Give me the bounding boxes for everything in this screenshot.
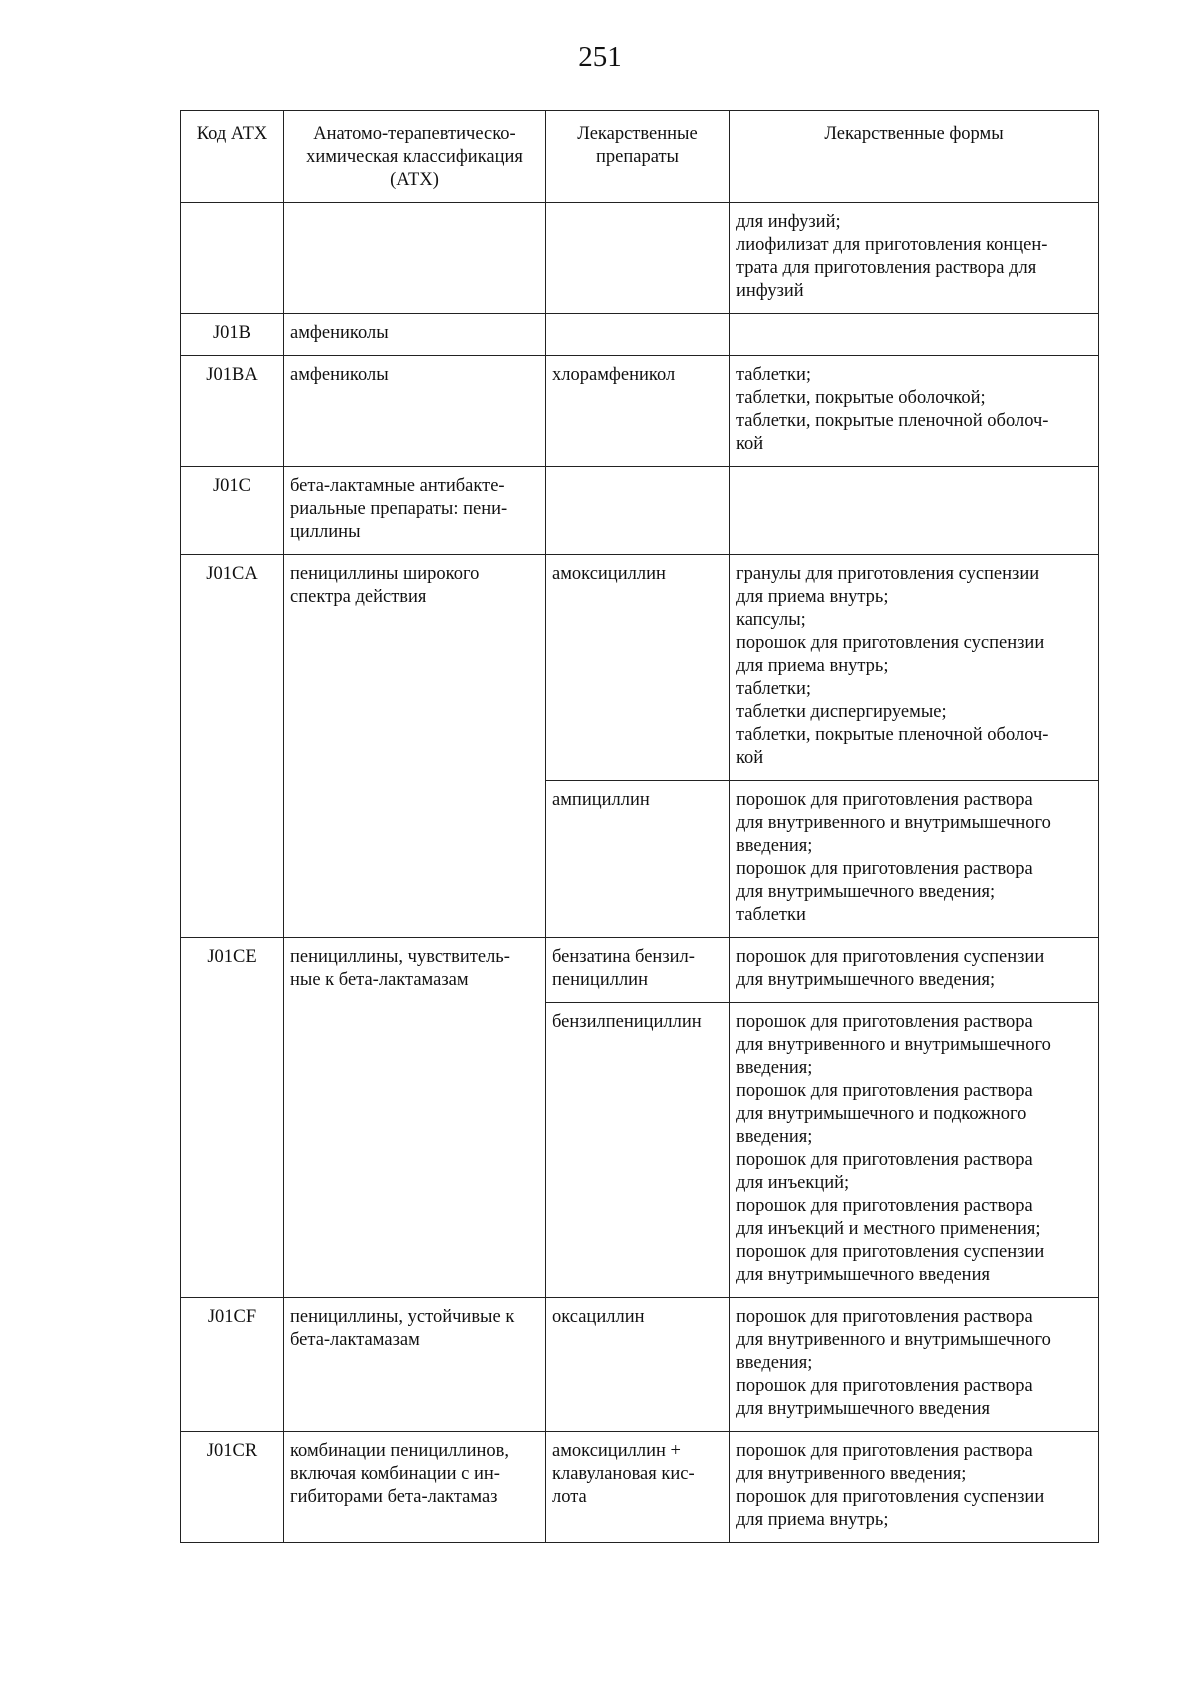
dosage-form-line: лиофилизат для приготовления концен- [736, 235, 1048, 255]
table-row [181, 555, 1099, 781]
classification-line: пенициллины, устойчивые к [290, 1307, 515, 1327]
dosage-form-line: гранулы для приготовления суспензии [736, 564, 1040, 584]
header-code: Код АТХ [181, 111, 284, 203]
drug-cell [546, 467, 730, 555]
atx-code-cell: J01CR [181, 1432, 284, 1543]
dosage-form-line: порошок для приготовления раствора [736, 859, 1033, 879]
drug-line: клавулановая кис- [552, 1464, 695, 1484]
atx-code-cell [181, 203, 284, 314]
dosage-form-line: таблетки, покрытые пленочной оболоч- [736, 411, 1049, 431]
dosage-form-line: порошок для приготовления раствора [736, 1150, 1033, 1170]
drug-cell [546, 781, 730, 938]
dosage-form-line: порошок для приготовления раствора [736, 790, 1033, 810]
dosage-form-line: порошок для приготовления раствора [736, 1376, 1033, 1396]
dosage-form-line: для приема внутрь; [736, 1510, 889, 1530]
dosage-form-cell [730, 467, 1099, 555]
classification-line: спектра действия [290, 587, 427, 607]
table-row [181, 356, 1099, 467]
classification-cell [284, 1432, 546, 1543]
dosage-form-line: для внутривенного введения; [736, 1464, 967, 1484]
drug-cell [546, 1298, 730, 1432]
dosage-form-line: для инфузий; [736, 212, 841, 232]
dosage-form-line: для приема внутрь; [736, 656, 889, 676]
dosage-form-line: порошок для приготовления суспензии [736, 947, 1045, 967]
dosage-form-line: порошок для приготовления суспензии [736, 633, 1045, 653]
classification-cell [284, 555, 546, 938]
dosage-form-cell [730, 938, 1099, 1003]
atx-code-cell: J01CE [181, 938, 284, 1298]
dosage-form-line: порошок для приготовления раствора [736, 1441, 1033, 1461]
dosage-form-cell [730, 781, 1099, 938]
table-row [181, 1298, 1099, 1432]
dosage-form-line: для инъекций; [736, 1173, 850, 1193]
dosage-form-line: порошок для приготовления раствора [736, 1307, 1033, 1327]
dosage-form-line: для внутримышечного и подкожного [736, 1104, 1027, 1124]
drug-line: оксациллин [552, 1307, 645, 1327]
classification-line: гибиторами бета-лактамаз [290, 1487, 498, 1507]
classification-line: пенициллины, чувствитель- [290, 947, 510, 967]
header-classification-line: Анатомо-терапевтическо- [313, 124, 516, 144]
drug-line: бензилпенициллин [552, 1012, 702, 1032]
drug-cell [546, 1432, 730, 1543]
dosage-form-line: для внутривенного и внутримышечного [736, 813, 1051, 833]
drug-line: амоксициллин + [552, 1441, 681, 1461]
drug-cell [546, 356, 730, 467]
dosage-form-cell [730, 555, 1099, 781]
dosage-form-line: для внутримышечного введения; [736, 970, 996, 990]
table-row [181, 203, 1099, 314]
dosage-form-line: для внутривенного и внутримышечного [736, 1035, 1051, 1055]
atx-code-cell: J01BA [181, 356, 284, 467]
table-row [181, 467, 1099, 555]
dosage-form-line: порошок для приготовления раствора [736, 1196, 1033, 1216]
dosage-form-line: введения; [736, 1353, 813, 1373]
dosage-form-line: инфузий [736, 281, 804, 301]
dosage-form-line: порошок для приготовления суспензии [736, 1487, 1045, 1507]
dosage-form-line: таблетки [736, 905, 806, 925]
dosage-form-line: таблетки; [736, 365, 812, 385]
drug-cell [546, 203, 730, 314]
classification-line: пенициллины широкого [290, 564, 480, 584]
drug-line: хлорамфеникол [552, 365, 676, 385]
classification-line: циллины [290, 522, 361, 542]
table-row [181, 938, 1099, 1003]
dosage-form-line: трата для приготовления раствора для [736, 258, 1037, 278]
dosage-form-line: для внутримышечного введения [736, 1399, 990, 1419]
page-number: 251 [578, 41, 622, 73]
header-drugs [546, 111, 730, 203]
atx-classification-table [180, 110, 1099, 1543]
header-drugs-line: Лекарственные [577, 124, 698, 144]
dosage-form-line: для приема внутрь; [736, 587, 889, 607]
classification-line: амфениколы [290, 365, 389, 385]
atx-code-cell: J01B [181, 314, 284, 356]
dosage-form-line: введения; [736, 836, 813, 856]
table-body [181, 203, 1099, 1543]
dosage-form-line: порошок для приготовления раствора [736, 1081, 1033, 1101]
drug-cell [546, 1003, 730, 1298]
dosage-form-line: таблетки; [736, 679, 812, 699]
classification-cell [284, 467, 546, 555]
dosage-form-line: порошок для приготовления раствора [736, 1012, 1033, 1032]
dosage-form-cell [730, 1003, 1099, 1298]
classification-line: риальные препараты: пени- [290, 499, 508, 519]
drug-cell [546, 314, 730, 356]
header-classification-line: (АТХ) [390, 170, 439, 190]
dosage-form-line: таблетки, покрытые оболочкой; [736, 388, 986, 408]
atx-code-cell: J01CF [181, 1298, 284, 1432]
drug-line: лота [552, 1487, 587, 1507]
classification-line: комбинации пенициллинов, [290, 1441, 509, 1461]
dosage-form-line: капсулы; [736, 610, 806, 630]
table-row [181, 314, 1099, 356]
dosage-form-line: кой [736, 434, 764, 454]
dosage-form-line: таблетки диспергируемые; [736, 702, 947, 722]
drug-cell [546, 938, 730, 1003]
dosage-form-line: кой [736, 748, 764, 768]
drug-cell [546, 555, 730, 781]
header-forms: Лекарственные формы [730, 111, 1099, 203]
dosage-form-cell [730, 1432, 1099, 1543]
atx-code-cell: J01C [181, 467, 284, 555]
header-drugs-line: препараты [596, 147, 679, 167]
dosage-form-line: для внутримышечного введения; [736, 882, 996, 902]
dosage-form-line: для внутримышечного введения [736, 1265, 990, 1285]
table-row [181, 1432, 1099, 1543]
classification-cell [284, 314, 546, 356]
dosage-form-cell [730, 314, 1099, 356]
classification-cell [284, 938, 546, 1298]
dosage-form-line: введения; [736, 1127, 813, 1147]
dosage-form-cell [730, 1298, 1099, 1432]
dosage-form-line: для инъекций и местного применения; [736, 1219, 1041, 1239]
drug-line: пенициллин [552, 970, 648, 990]
classification-line: амфениколы [290, 323, 389, 343]
classification-cell [284, 1298, 546, 1432]
table-header-row [181, 111, 1099, 203]
dosage-form-cell [730, 203, 1099, 314]
classification-cell [284, 203, 546, 314]
atx-code-cell: J01CA [181, 555, 284, 938]
drug-line: амоксициллин [552, 564, 666, 584]
classification-line: включая комбинации с ин- [290, 1464, 500, 1484]
classification-line: бета-лактамные антибакте- [290, 476, 505, 496]
classification-cell [284, 356, 546, 467]
drug-line: бензатина бензил- [552, 947, 695, 967]
dosage-form-line: введения; [736, 1058, 813, 1078]
dosage-form-line: таблетки, покрытые пленочной оболоч- [736, 725, 1049, 745]
dosage-form-line: для внутривенного и внутримышечного [736, 1330, 1051, 1350]
classification-line: бета-лактамазам [290, 1330, 420, 1350]
dosage-form-line: порошок для приготовления суспензии [736, 1242, 1045, 1262]
header-classification [284, 111, 546, 203]
drug-line: ампициллин [552, 790, 650, 810]
dosage-form-cell [730, 356, 1099, 467]
classification-line: ные к бета-лактамазам [290, 970, 469, 990]
header-classification-line: химическая классификация [306, 147, 523, 167]
